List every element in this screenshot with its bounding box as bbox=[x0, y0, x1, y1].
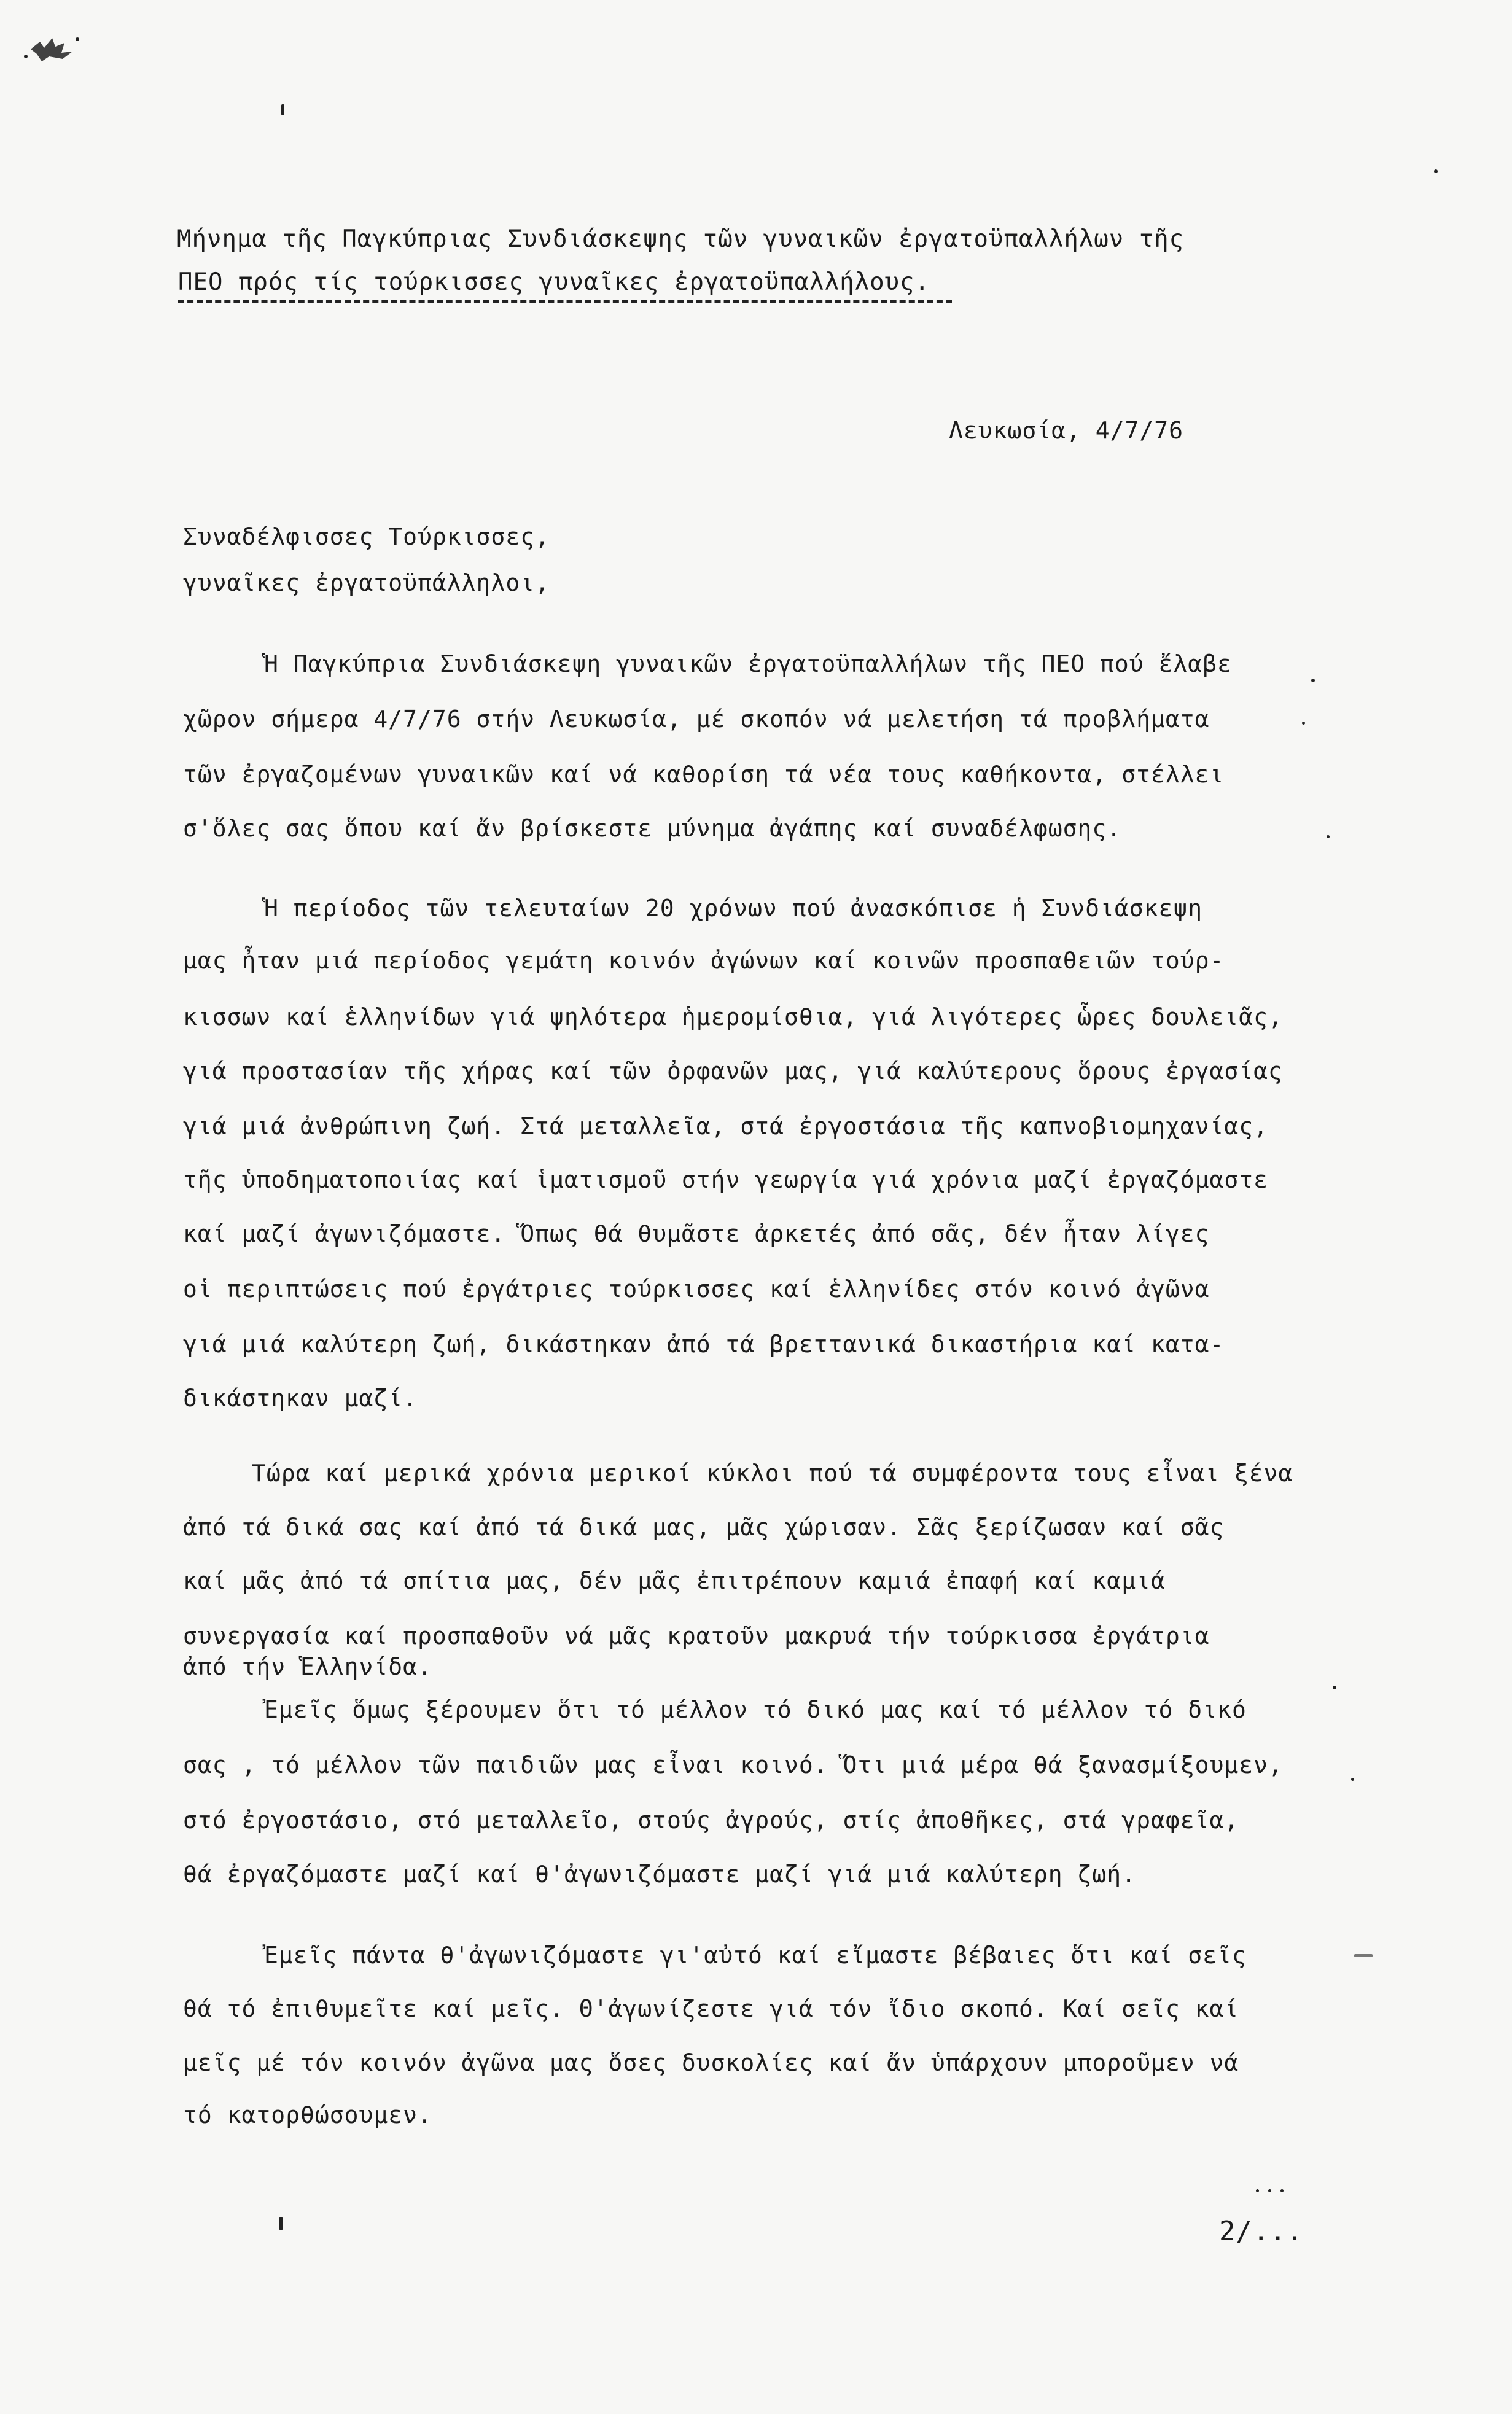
salutation-line-2: γυναῖκες ἐργατοϋπάλληλοι, bbox=[183, 569, 550, 596]
paragraph-4-line-1: Ἐμεῖς ὅμως ξέρουμεν ὅτι τό μέλλον τό δικό μας καί τό μέλλον τό δικό bbox=[264, 1696, 1247, 1723]
paragraph-3-line-5: ἀπό τήν Ἑλληνίδα. bbox=[183, 1653, 432, 1680]
place-date: Λευκωσία, 4/7/76 bbox=[949, 417, 1184, 444]
title-line-2: ΠΕΟ πρός τίς τούρκισσες γυναῖκες ἐργατοϋπαλλήλους. bbox=[178, 268, 930, 296]
scan-speck bbox=[1351, 1778, 1354, 1781]
paragraph-1-line-3: τῶν ἐργαζομένων γυναικῶν καί νά καθορίση τά νέα τους καθήκοντα, στέλλει bbox=[183, 761, 1225, 788]
scan-speck bbox=[1327, 835, 1330, 838]
title-underline bbox=[178, 300, 952, 303]
paragraph-4-line-4: θά ἐργαζόμαστε μαζί καί θ'ἀγωνιζόμαστε μαζί γιά μιά καλύτερη ζωή. bbox=[183, 1861, 1137, 1888]
paragraph-3-line-3: καί μᾶς ἀπό τά σπίτια μας, δέν μᾶς ἐπιτρέπουν καμιά ἐπαφή καί καμιά bbox=[183, 1567, 1166, 1594]
scan-speck bbox=[1333, 1686, 1336, 1689]
scan-speck bbox=[1354, 1954, 1373, 1957]
scan-speck bbox=[1256, 2189, 1259, 2192]
paragraph-2-line-9: γιά μιά καλύτερη ζωή, δικάστηκαν ἀπό τά βρεττανικά δικαστήρια καί κατα- bbox=[183, 1331, 1225, 1358]
paragraph-4-line-2: σας , τό μέλλον τῶν παιδιῶν μας εἶναι κοινό. Ὅτι μιά μέρα θά ξανασμίξουμεν, bbox=[183, 1751, 1283, 1778]
ink-blot-mark bbox=[18, 25, 86, 74]
paragraph-1-line-1: Ἡ Παγκύπρια Συνδιάσκεψη γυναικῶν ἐργατοϋπαλλήλων τῆς ΠΕΟ πού ἔλαβε bbox=[264, 650, 1232, 677]
paragraph-2-line-8: οἱ περιπτώσεις πού ἐργάτριες τούρκισσες καί ἑλληνίδες στόν κοινό ἀγῶνα bbox=[183, 1275, 1210, 1302]
scan-speck bbox=[1311, 679, 1315, 682]
paragraph-5-line-3: μεῖς μέ τόν κοινόν ἀγῶνα μας ὅσες δυσκολίες καί ἄν ὑπάρχουν μποροῦμεν νά bbox=[183, 2049, 1239, 2076]
scan-speck bbox=[1434, 169, 1438, 173]
salutation-line-1: Συναδέλφισσες Τούρκισσες, bbox=[183, 523, 550, 550]
scan-speck bbox=[1268, 2189, 1271, 2192]
scan-speck bbox=[281, 104, 284, 115]
paragraph-4-line-3: στό ἐργοστάσιο, στό μεταλλεῖο, στούς ἀγρούς, στίς ἀποθῆκες, στά γραφεῖα, bbox=[183, 1807, 1239, 1834]
scan-speck bbox=[1302, 722, 1305, 725]
scan-speck bbox=[279, 2217, 283, 2230]
paragraph-5-line-1: Ἐμεῖς πάντα θ'ἀγωνιζόμαστε γι'αὐτό καί εἴμαστε βέβαιες ὅτι καί σεῖς bbox=[264, 1942, 1247, 1969]
paragraph-2-line-5: γιά μιά ἀνθρώπινη ζωή. Στά μεταλλεῖα, στά ἐργοστάσια τῆς καπνοβιομηχανίας, bbox=[183, 1113, 1268, 1140]
paragraph-3-line-4: συνεργασία καί προσπαθοῦν νά μᾶς κρατοῦν μακρυά τήν τούρκισσα ἐργάτρια bbox=[183, 1622, 1210, 1649]
title-line-1: Μήνημα τῆς Παγκύπριας Συνδιάσκεψης τῶν γυναικῶν ἐργατοϋπαλλήλων τῆς bbox=[177, 225, 1185, 253]
paragraph-2-line-3: κισσων καί ἑλληνίδων γιά ψηλότερα ἡμερομίσθια, γιά λιγότερες ὧρες δουλειᾶς, bbox=[183, 1003, 1283, 1030]
paragraph-2-line-6: τῆς ὑποδηματοποιίας καί ἱματισμοῦ στήν γεωργία γιά χρόνια μαζί ἐργαζόμαστε bbox=[183, 1166, 1268, 1193]
paragraph-3-line-2: ἀπό τά δικά σας καί ἀπό τά δικά μας, μᾶς χώρισαν. Σᾶς ξερίζωσαν καί σᾶς bbox=[183, 1514, 1225, 1541]
paragraph-5-line-4: τό κατορθώσουμεν. bbox=[183, 2101, 432, 2128]
paragraph-5-line-2: θά τό ἐπιθυμεῖτε καί μεῖς. Θ'ἀγωνίζεστε γιά τόν ἴδιο σκοπό. Καί σεῖς καί bbox=[183, 1995, 1239, 2022]
scan-speck bbox=[1280, 2189, 1284, 2192]
paragraph-2-line-10: δικάστηκαν μαζί. bbox=[183, 1385, 418, 1412]
paragraph-2-line-4: γιά προστασίαν τῆς χήρας καί τῶν ὀρφανῶν μας, γιά καλύτερους ὅρους ἐργασίας bbox=[183, 1057, 1283, 1084]
page-marker: 2/... bbox=[1219, 2216, 1304, 2247]
paragraph-2-line-1: Ἡ περίοδος τῶν τελευταίων 20 χρόνων πού ἀνασκόπισε ἡ Συνδιάσκεψη bbox=[264, 895, 1203, 922]
paragraph-1-line-2: χῶρον σήμερα 4/7/76 στήν Λευκωσία, μέ σκοπόν νά μελετήση τά προβλήματα bbox=[183, 706, 1210, 733]
paragraph-2-line-2: μας ἦταν μιά περίοδος γεμάτη κοινόν ἀγώνων καί κοινῶν προσπαθειῶν τούρ- bbox=[183, 947, 1225, 974]
paragraph-3-line-1: Τώρα καί μερικά χρόνια μερικοί κύκλοι πού τά συμφέροντα τους εἶναι ξένα bbox=[252, 1460, 1293, 1487]
paragraph-2-line-7: καί μαζί ἀγωνιζόμαστε. Ὅπως θά θυμᾶστε ἀρκετές ἀπό σᾶς, δέν ἦταν λίγες bbox=[183, 1220, 1210, 1247]
paragraph-1-line-4: σ'ὅλες σας ὅπου καί ἄν βρίσκεστε μύνημα ἀγάπης καί συναδέλφωσης. bbox=[183, 815, 1122, 842]
